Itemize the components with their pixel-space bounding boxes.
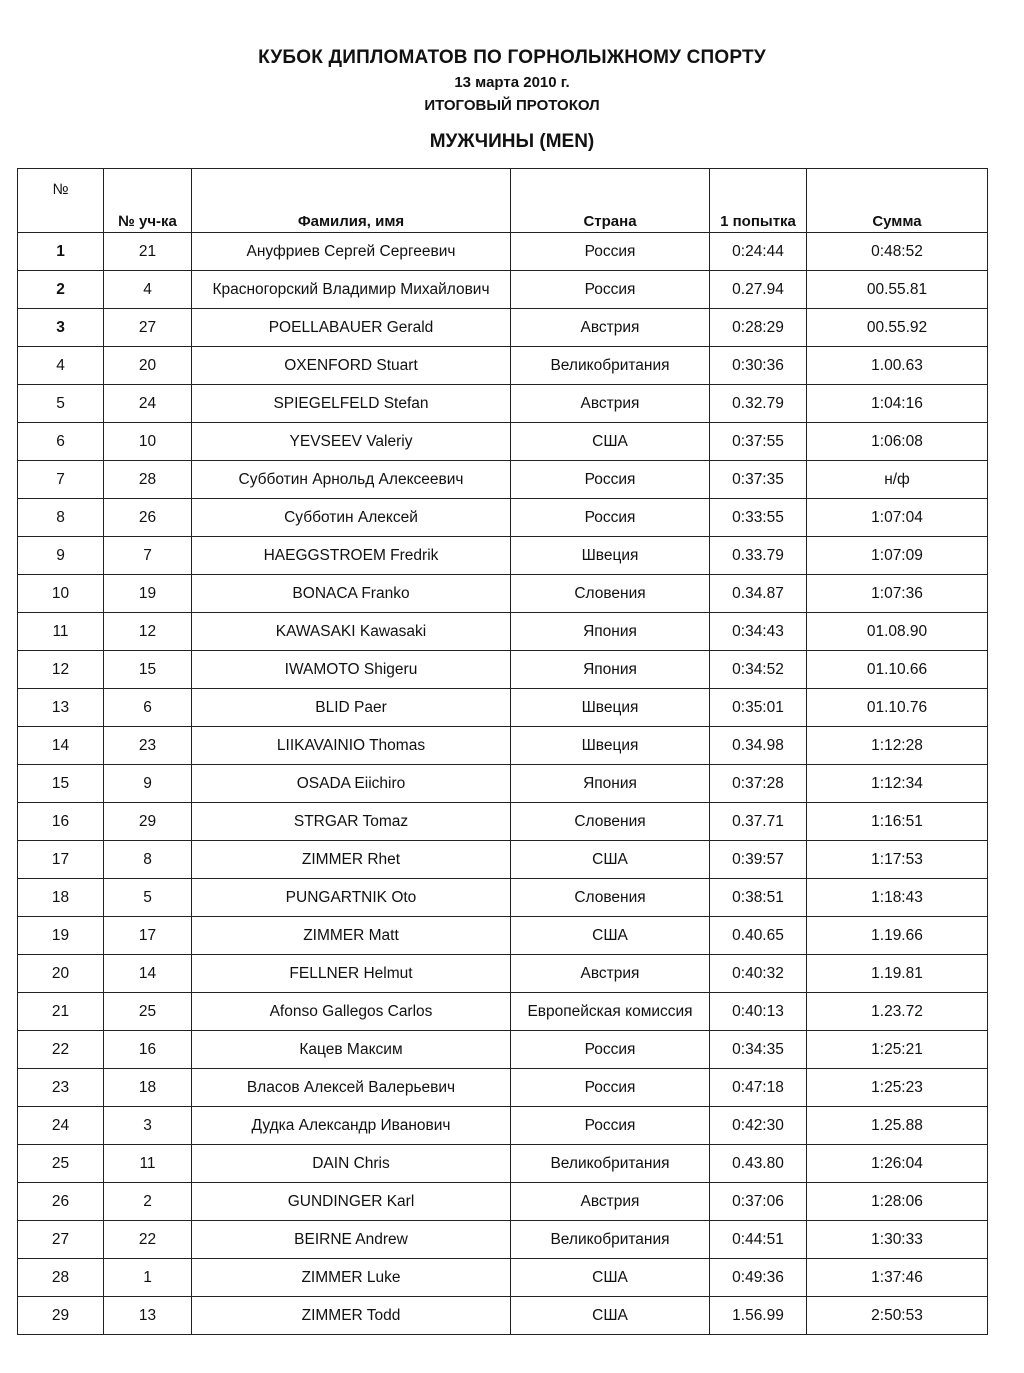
cell-bib: 25	[104, 993, 192, 1031]
table-row	[18, 955, 988, 993]
cell-name: BONACA Franko	[192, 575, 511, 613]
cell-total: 00.55.92	[807, 309, 988, 347]
cell-bib: 17	[104, 917, 192, 955]
cell-run1: 0:37:35	[710, 461, 807, 499]
cell-total: 1:37:46	[807, 1259, 988, 1297]
cell-country: Европейская комиссия	[511, 993, 710, 1031]
cell-bib: 4	[104, 271, 192, 309]
cell-place: 7	[18, 461, 104, 499]
cell-country: Словения	[511, 879, 710, 917]
cell-total: н/ф	[807, 461, 988, 499]
cell-country: Великобритания	[511, 1221, 710, 1259]
cell-place: 21	[18, 993, 104, 1031]
cell-bib: 6	[104, 689, 192, 727]
cell-place: 29	[18, 1297, 104, 1335]
table-row	[18, 1221, 988, 1259]
cell-bib: 19	[104, 575, 192, 613]
cell-name: ZIMMER Todd	[192, 1297, 511, 1335]
cell-name: STRGAR Tomaz	[192, 803, 511, 841]
cell-name: OXENFORD Stuart	[192, 347, 511, 385]
cell-place: 16	[18, 803, 104, 841]
cell-place: 3	[18, 309, 104, 347]
cell-total: 2:50:53	[807, 1297, 988, 1335]
cell-run1: 0:24:44	[710, 233, 807, 271]
cell-name: GUNDINGER Karl	[192, 1183, 511, 1221]
cell-bib: 8	[104, 841, 192, 879]
cell-run1: 0:33:55	[710, 499, 807, 537]
cell-run1: 0:47:18	[710, 1069, 807, 1107]
cell-bib: 12	[104, 613, 192, 651]
table-row	[18, 803, 988, 841]
cell-country: США	[511, 1297, 710, 1335]
table-row	[18, 537, 988, 575]
cell-place: 25	[18, 1145, 104, 1183]
cell-place: 27	[18, 1221, 104, 1259]
cell-name: ZIMMER Luke	[192, 1259, 511, 1297]
cell-name: Власов Алексей Валерьевич	[192, 1069, 511, 1107]
table-row	[18, 423, 988, 461]
table-row	[18, 1069, 988, 1107]
table-row	[18, 575, 988, 613]
cell-country: Швеция	[511, 689, 710, 727]
cell-run1: 0:34:52	[710, 651, 807, 689]
cell-country: Россия	[511, 233, 710, 271]
cell-total: 01.10.66	[807, 651, 988, 689]
cell-total: 1:04:16	[807, 385, 988, 423]
cell-place: 13	[18, 689, 104, 727]
cell-country: Словения	[511, 575, 710, 613]
cell-total: 1:25:21	[807, 1031, 988, 1069]
cell-name: KAWASAKI Kawasaki	[192, 613, 511, 651]
cell-total: 1:12:28	[807, 727, 988, 765]
cell-country: Россия	[511, 271, 710, 309]
cell-place: 10	[18, 575, 104, 613]
cell-run1: 0:37:06	[710, 1183, 807, 1221]
event-date: 13 марта 2010 г.	[454, 74, 570, 91]
cell-run1: 0.34.87	[710, 575, 807, 613]
cell-run1: 0:37:55	[710, 423, 807, 461]
cell-total: 1:12:34	[807, 765, 988, 803]
cell-run1: 0:37:28	[710, 765, 807, 803]
cell-place: 17	[18, 841, 104, 879]
cell-place: 24	[18, 1107, 104, 1145]
cell-run1: 0.27.94	[710, 271, 807, 309]
cell-country: Япония	[511, 613, 710, 651]
category-title: МУЖЧИНЫ (MEN)	[429, 131, 595, 152]
cell-bib: 26	[104, 499, 192, 537]
cell-bib: 3	[104, 1107, 192, 1145]
table-row	[18, 499, 988, 537]
protocol-title: ИТОГОВЫЙ ПРОТОКОЛ	[424, 97, 600, 114]
cell-country: Словения	[511, 803, 710, 841]
table-row	[18, 917, 988, 955]
cell-name: Красногорский Владимир Михайлович	[192, 271, 511, 309]
cell-place: 8	[18, 499, 104, 537]
cell-total: 1.19.81	[807, 955, 988, 993]
cell-total: 1:18:43	[807, 879, 988, 917]
table-row	[18, 347, 988, 385]
table-row	[18, 841, 988, 879]
cell-run1: 0:39:57	[710, 841, 807, 879]
cell-country: Австрия	[511, 1183, 710, 1221]
cell-run1: 0.32.79	[710, 385, 807, 423]
cell-bib: 18	[104, 1069, 192, 1107]
cell-country: Швеция	[511, 537, 710, 575]
column-header-bib: № уч-ка	[104, 169, 192, 233]
column-header-name: Фамилия, имя	[192, 169, 511, 233]
cell-name: IWAMOTO Shigeru	[192, 651, 511, 689]
cell-bib: 20	[104, 347, 192, 385]
cell-run1: 0:30:36	[710, 347, 807, 385]
table-row	[18, 1297, 988, 1335]
cell-place: 14	[18, 727, 104, 765]
cell-total: 1:06:08	[807, 423, 988, 461]
cell-name: PUNGARTNIK Oto	[192, 879, 511, 917]
cell-total: 1.19.66	[807, 917, 988, 955]
cell-place: 26	[18, 1183, 104, 1221]
cell-total: 1.25.88	[807, 1107, 988, 1145]
cell-total: 0:48:52	[807, 233, 988, 271]
cell-country: США	[511, 917, 710, 955]
cell-run1: 0.34.98	[710, 727, 807, 765]
table-row	[18, 1107, 988, 1145]
column-header-total: Сумма	[807, 169, 988, 233]
cell-bib: 2	[104, 1183, 192, 1221]
table-row	[18, 1183, 988, 1221]
cell-total: 01.10.76	[807, 689, 988, 727]
cell-country: Россия	[511, 461, 710, 499]
cell-run1: 1.56.99	[710, 1297, 807, 1335]
cell-total: 1:07:09	[807, 537, 988, 575]
cell-bib: 1	[104, 1259, 192, 1297]
cell-country: Великобритания	[511, 347, 710, 385]
cell-bib: 27	[104, 309, 192, 347]
cell-bib: 22	[104, 1221, 192, 1259]
cell-total: 1:26:04	[807, 1145, 988, 1183]
cell-name: FELLNER Helmut	[192, 955, 511, 993]
cell-bib: 7	[104, 537, 192, 575]
cell-run1: 0.43.80	[710, 1145, 807, 1183]
table-row	[18, 879, 988, 917]
cell-place: 23	[18, 1069, 104, 1107]
cell-run1: 0:34:35	[710, 1031, 807, 1069]
cell-name: Субботин Алексей	[192, 499, 511, 537]
cell-bib: 10	[104, 423, 192, 461]
table-row	[18, 1259, 988, 1297]
cell-bib: 16	[104, 1031, 192, 1069]
cell-place: 15	[18, 765, 104, 803]
cell-name: YEVSEEV Valeriy	[192, 423, 511, 461]
cell-country: США	[511, 841, 710, 879]
cell-name: BLID Paer	[192, 689, 511, 727]
cell-total: 00.55.81	[807, 271, 988, 309]
cell-country: США	[511, 1259, 710, 1297]
cell-bib: 21	[104, 233, 192, 271]
cell-place: 5	[18, 385, 104, 423]
cell-country: Австрия	[511, 309, 710, 347]
cell-total: 1:07:04	[807, 499, 988, 537]
cell-total: 1:07:36	[807, 575, 988, 613]
cell-run1: 0:42:30	[710, 1107, 807, 1145]
table-row	[18, 651, 988, 689]
cell-country: США	[511, 423, 710, 461]
cell-run1: 0:44:51	[710, 1221, 807, 1259]
cell-place: 18	[18, 879, 104, 917]
table-row	[18, 727, 988, 765]
cell-place: 20	[18, 955, 104, 993]
cell-bib: 23	[104, 727, 192, 765]
cell-place: 1	[18, 233, 104, 271]
cell-place: 4	[18, 347, 104, 385]
cell-name: POELLABAUER Gerald	[192, 309, 511, 347]
table-row	[18, 613, 988, 651]
cell-place: 11	[18, 613, 104, 651]
cell-run1: 0:40:13	[710, 993, 807, 1031]
column-header-run1: 1 попытка	[710, 169, 807, 233]
cell-place: 6	[18, 423, 104, 461]
cell-total: 01.08.90	[807, 613, 988, 651]
cell-total: 1:28:06	[807, 1183, 988, 1221]
cell-total: 1.00.63	[807, 347, 988, 385]
cell-run1: 0:28:29	[710, 309, 807, 347]
cell-name: ZIMMER Matt	[192, 917, 511, 955]
cell-run1: 0:38:51	[710, 879, 807, 917]
cell-place: 19	[18, 917, 104, 955]
document-title: КУБОК ДИПЛОМАТОВ ПО ГОРНОЛЫЖНОМУ СПОРТУ	[258, 47, 766, 68]
column-header-place: №	[18, 169, 104, 233]
table-row	[18, 1145, 988, 1183]
table-row	[18, 385, 988, 423]
cell-total: 1:25:23	[807, 1069, 988, 1107]
cell-bib: 9	[104, 765, 192, 803]
cell-name: Субботин Арнольд Алексеевич	[192, 461, 511, 499]
cell-name: HAEGGSTROEM Fredrik	[192, 537, 511, 575]
cell-name: Ануфриев Сергей Сергеевич	[192, 233, 511, 271]
cell-country: Великобритания	[511, 1145, 710, 1183]
cell-country: Россия	[511, 1107, 710, 1145]
cell-country: Швеция	[511, 727, 710, 765]
cell-place: 28	[18, 1259, 104, 1297]
cell-country: Австрия	[511, 955, 710, 993]
cell-name: OSADA Eiichiro	[192, 765, 511, 803]
cell-run1: 0.40.65	[710, 917, 807, 955]
results-table	[17, 168, 988, 1335]
cell-run1: 0:35:01	[710, 689, 807, 727]
cell-name: LIIKAVAINIO Thomas	[192, 727, 511, 765]
cell-country: Россия	[511, 1031, 710, 1069]
cell-country: Япония	[511, 765, 710, 803]
cell-country: Россия	[511, 499, 710, 537]
cell-name: Кацев Максим	[192, 1031, 511, 1069]
cell-place: 9	[18, 537, 104, 575]
cell-country: Россия	[511, 1069, 710, 1107]
cell-country: Япония	[511, 651, 710, 689]
cell-name: ZIMMER Rhet	[192, 841, 511, 879]
cell-name: DAIN Chris	[192, 1145, 511, 1183]
cell-run1: 0.37.71	[710, 803, 807, 841]
cell-run1: 0.33.79	[710, 537, 807, 575]
table-row	[18, 233, 988, 271]
table-row	[18, 271, 988, 309]
cell-total: 1:17:53	[807, 841, 988, 879]
table-header-row	[18, 169, 988, 233]
table-row	[18, 1031, 988, 1069]
cell-name: SPIEGELFELD Stefan	[192, 385, 511, 423]
table-row	[18, 309, 988, 347]
cell-total: 1:30:33	[807, 1221, 988, 1259]
cell-bib: 24	[104, 385, 192, 423]
cell-run1: 0:40:32	[710, 955, 807, 993]
cell-bib: 13	[104, 1297, 192, 1335]
table-row	[18, 765, 988, 803]
cell-name: Afonso Gallegos Carlos	[192, 993, 511, 1031]
table-row	[18, 689, 988, 727]
cell-place: 22	[18, 1031, 104, 1069]
cell-bib: 5	[104, 879, 192, 917]
cell-bib: 29	[104, 803, 192, 841]
cell-country: Австрия	[511, 385, 710, 423]
cell-bib: 15	[104, 651, 192, 689]
cell-bib: 28	[104, 461, 192, 499]
cell-run1: 0:34:43	[710, 613, 807, 651]
cell-name: Дудка Александр Иванович	[192, 1107, 511, 1145]
document-header	[0, 44, 1024, 173]
table-row	[18, 993, 988, 1031]
column-header-country: Страна	[511, 169, 710, 233]
cell-bib: 14	[104, 955, 192, 993]
results-body	[18, 233, 988, 1335]
cell-run1: 0:49:36	[710, 1259, 807, 1297]
cell-total: 1:16:51	[807, 803, 988, 841]
table-row	[18, 461, 988, 499]
cell-total: 1.23.72	[807, 993, 988, 1031]
cell-bib: 11	[104, 1145, 192, 1183]
cell-name: BEIRNE Andrew	[192, 1221, 511, 1259]
cell-place: 12	[18, 651, 104, 689]
cell-place: 2	[18, 271, 104, 309]
